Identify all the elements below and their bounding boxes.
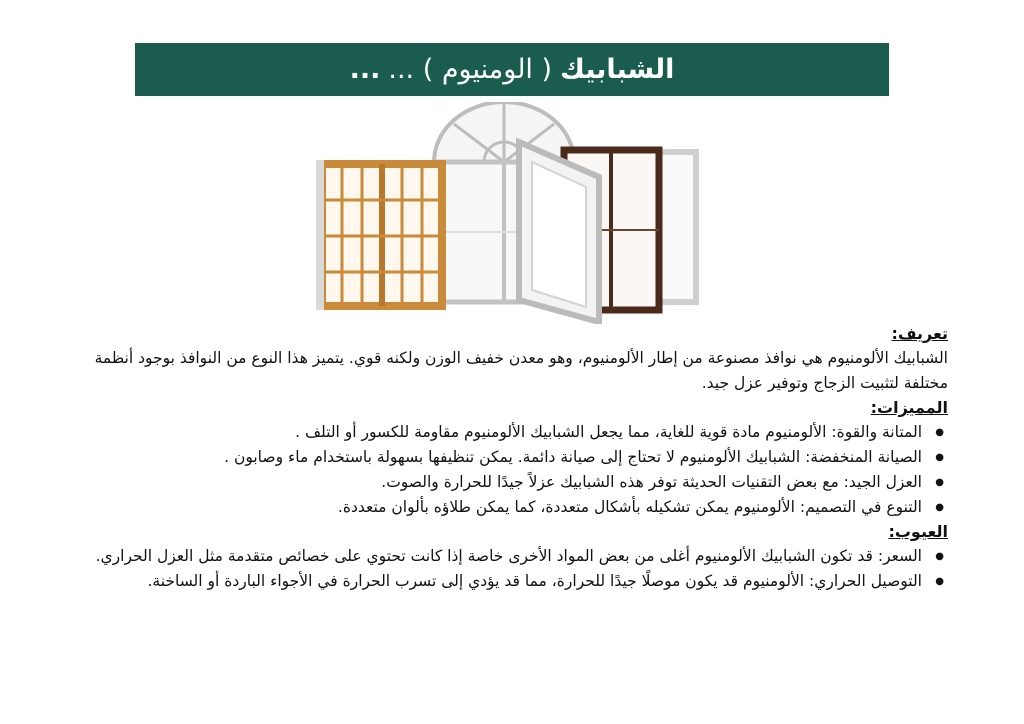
drawbacks-list: [52, 544, 948, 594]
content-body: [52, 322, 948, 594]
list-item: ● الصيانة المنخفضة: الشبابيك الألومنيوم لا تحتاج إلى صيانة دائمة. يمكن تنظيفها بسهولة باستخدام ماء وصابون .: [52, 445, 922, 470]
features-list: [52, 420, 948, 520]
page-title: [135, 43, 889, 96]
title-lead-dots: ...: [349, 54, 381, 85]
open-white-sash: [519, 142, 599, 322]
list-item: ● السعر: قد تكون الشبابيك الألومنيوم أغلى من بعض المواد الأخرى خاصة إذا كانت تحتوي على خصائص متقدمة مثل العزل الحراري.: [52, 544, 922, 569]
list-item: ● التوصيل الحراري: الألومنيوم قد يكون موصلًا جيدًا للحرارة، مما قد يؤدي إلى تسرب الحرارة في الأجواء الباردة أو الساخنة.: [52, 569, 922, 594]
definition-heading: تعريف:: [891, 324, 948, 343]
windows-illustration: [314, 102, 704, 324]
title-sub: ( الومنيوم ) ...: [388, 54, 553, 85]
list-item: ● المتانة والقوة: الألومنيوم مادة قوية للغاية، مما يجعل الشبابيك الألومنيوم مقاومة للكسور أو التلف .: [52, 420, 922, 445]
title-main: الشبابيك: [560, 54, 675, 85]
wooden-window: [316, 160, 442, 310]
features-heading: المميزات:: [870, 398, 948, 417]
list-item: ● العزل الجيد: مع بعض التقنيات الحديثة توفر هذه الشبابيك عزلاً جيدًا للحرارة والصوت.: [52, 470, 922, 495]
list-item: ● التنوع في التصميم: الألومنيوم يمكن تشكيله بأشكال متعددة، كما يمكن طلاؤه بألوان متعددة.: [52, 495, 922, 520]
drawbacks-heading: العيوب:: [888, 522, 948, 541]
definition-text: الشبابيك الألومنيوم هي نوافذ مصنوعة من إطار الألومنيوم، وهو معدن خفيف الوزن ولكنه قوي. يتميز هذا النوع من النوافذ بوجود أنظمة مختلفة لتثبيت الزجاج وتوفير عزل جيد.: [94, 349, 948, 392]
